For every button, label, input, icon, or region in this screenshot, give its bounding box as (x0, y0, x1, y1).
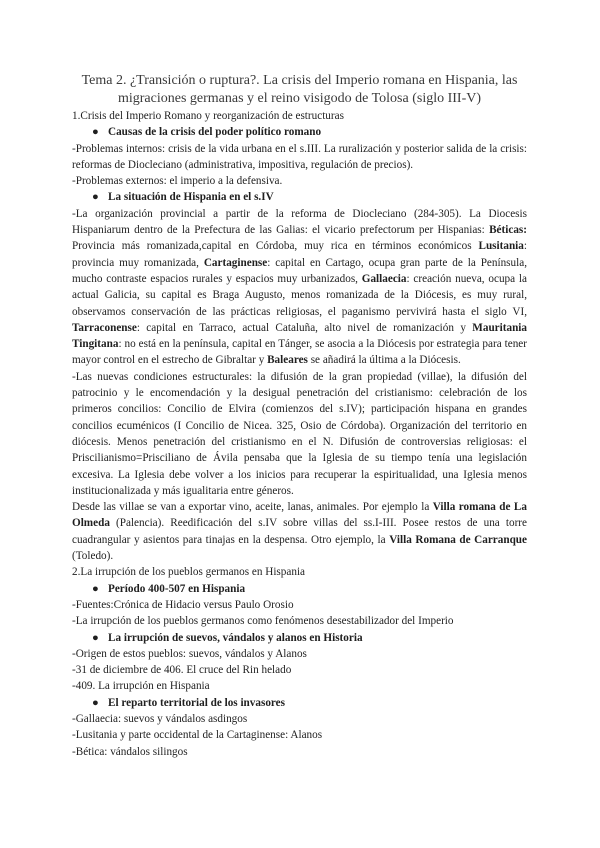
keyword-cartaginense: Cartaginense (203, 256, 268, 269)
paragraph: -Origen de estos pueblos: suevos, vándalos y Alanos (72, 647, 307, 660)
paragraph: -31 de diciembre de 406. El cruce del Rin helado (72, 664, 292, 677)
paragraph-condiciones: -Las nuevas condiciones estructurales: la difusión de la gran propiedad (villae), la difusión del patrocinio y le encomendación y la desigual penetración del cristianismo: celebración de los primeros concilios: Concilio de Elvira (comienzos del s.IV); participación hispana en grandes concilios ecuménicos (I Concilio de Nicea. 325, Osio de Córdoba). Organización del territorio en diócesis. Menos penetración del cristianismo en el N. Difusión de controversias religiosas: el Priscilianismo=Prisciliano de Ávila pensaba que la Iglesia de su tiempo tenía una legislación excesiva. La Iglesia debe volver a los inicios para recuperar la espiritualidad, una Iglesia menos institucionalizada y más igualitaria entre géneros. (72, 370, 527, 497)
document-page (72, 72, 527, 760)
paragraph: -Fuentes:Crónica de Hidacio versus Paulo Orosio (72, 598, 294, 611)
bullet-text: El reparto territorial de los invasores (108, 696, 286, 709)
bullet-text: Período 400-507 en Hispania (108, 582, 246, 595)
keyword-mauritania: Mauritania Tingitana (72, 321, 527, 351)
paragraph: -Gallaecia: suevos y vándalos asdingos (72, 712, 248, 725)
bullet-irrupcion (72, 630, 527, 646)
paragraph: -Problemas internos: crisis de la vida urbana en el s.III. La ruralización y posterior salida de la crisis: reformas de Diocleciano (administrativa, impositiva, regulación de precios). (72, 142, 527, 171)
keyword-baleares: Baleares (267, 354, 308, 367)
bullet-icon: ● (92, 191, 99, 204)
keyword-tarraconense: Tarraconense (72, 321, 137, 334)
section-2-heading: 2.La irrupción de los pueblos germanos en Hispania (72, 566, 306, 579)
paragraph: -La irrupción de los pueblos germanos como fenómenos desestabilizador del Imperio (72, 615, 454, 628)
text-run: -La organización provincial a partir de la reforma de Diocleciano (284-305). La Diocesis Hispaniarum dentro de la Prefectura de las Galias: el vicario prefectorum per Hispanias: (72, 207, 527, 237)
bullet-causas (72, 124, 527, 140)
bullet-text: La irrupción de suevos, vándalos y alanos en Historia (108, 631, 363, 644)
text-run: : capital en Cartago, ocupa gran parte de la Península, mucho contraste espacios rurales y espacios muy urbanizados, (72, 256, 527, 285)
bullet-icon: ● (92, 582, 99, 595)
text-run: Provincia más romanizada,capital en Córdoba, muy rica en términos económicos (72, 240, 479, 253)
keyword-lusitania: Lusitania (478, 240, 524, 253)
bullet-icon: ● (92, 631, 99, 644)
bullet-periodo (72, 581, 527, 597)
bullet-icon: ● (92, 126, 99, 139)
bullet-reparto (72, 695, 527, 711)
paragraph: -Lusitania y parte occidental de la Cartaginense: Alanos (72, 729, 323, 742)
paragraph: -409. La irrupción en Hispania (72, 680, 210, 693)
section-1-heading: 1.Crisis del Imperio Romano y reorganización de estructuras (72, 110, 344, 122)
paragraph: -Bética: vándalos silingos (72, 745, 188, 758)
document-title: Tema 2. ¿Transición o ruptura?. La crisis del Imperio romana en Hispania, las migraciones germanas y el reino visigodo de Tolosa (siglo III-V) (81, 73, 518, 106)
keyword-beticas: Béticas: (489, 224, 527, 237)
text-run: Desde las villae se van a exportar vino, aceite, lanas, animales. Por ejemplo la (72, 501, 433, 514)
text-run: : no está en la península, capital en Tánger, se asocia a la Diócesis por estrategia para tener mayor control en el estrecho de Gibraltar y (72, 338, 527, 367)
bullet-icon: ● (92, 696, 99, 709)
bullet-situacion (72, 189, 527, 205)
keyword-carranque: Villa Romana de Carranque (389, 533, 527, 546)
text-run: se añadirá la última a la Diócesis. (307, 354, 461, 367)
bullet-text: Causas de la crisis del poder político romano (108, 126, 322, 139)
paragraph: -Problemas externos: el imperio a la defensiva. (72, 175, 283, 188)
text-run: : provincia muy romanizada, (72, 240, 527, 269)
text-run: : capital en Tarraco, actual Cataluña, alto nivel de romanización y (136, 321, 473, 334)
bullet-text: La situación de Hispania en el s.IV (108, 191, 274, 204)
paragraph-villae (72, 499, 527, 564)
text-run: (Palencia). Reedificación del s.IV sobre villas del ss.I-III. Posee restos de una torre cuadrangular y asientos para tinajas en la despensa. Otro ejemplo, la (72, 517, 527, 546)
paragraph-provincias (72, 206, 527, 369)
keyword-gallaecia: Gallaecia (361, 272, 407, 285)
keyword-olmeda: Villa romana de La Olmeda (72, 501, 527, 530)
text-run: (Toledo). (72, 550, 114, 563)
text-run: : creación nueva, ocupa la actual Galicia, su capital es Braga Augusto, menos romanizada de la Diócesis, es muy rural, observamos conservación de las prácticas religiosas, el paganismo pervivirá hasta el siglo VI, (72, 272, 527, 318)
